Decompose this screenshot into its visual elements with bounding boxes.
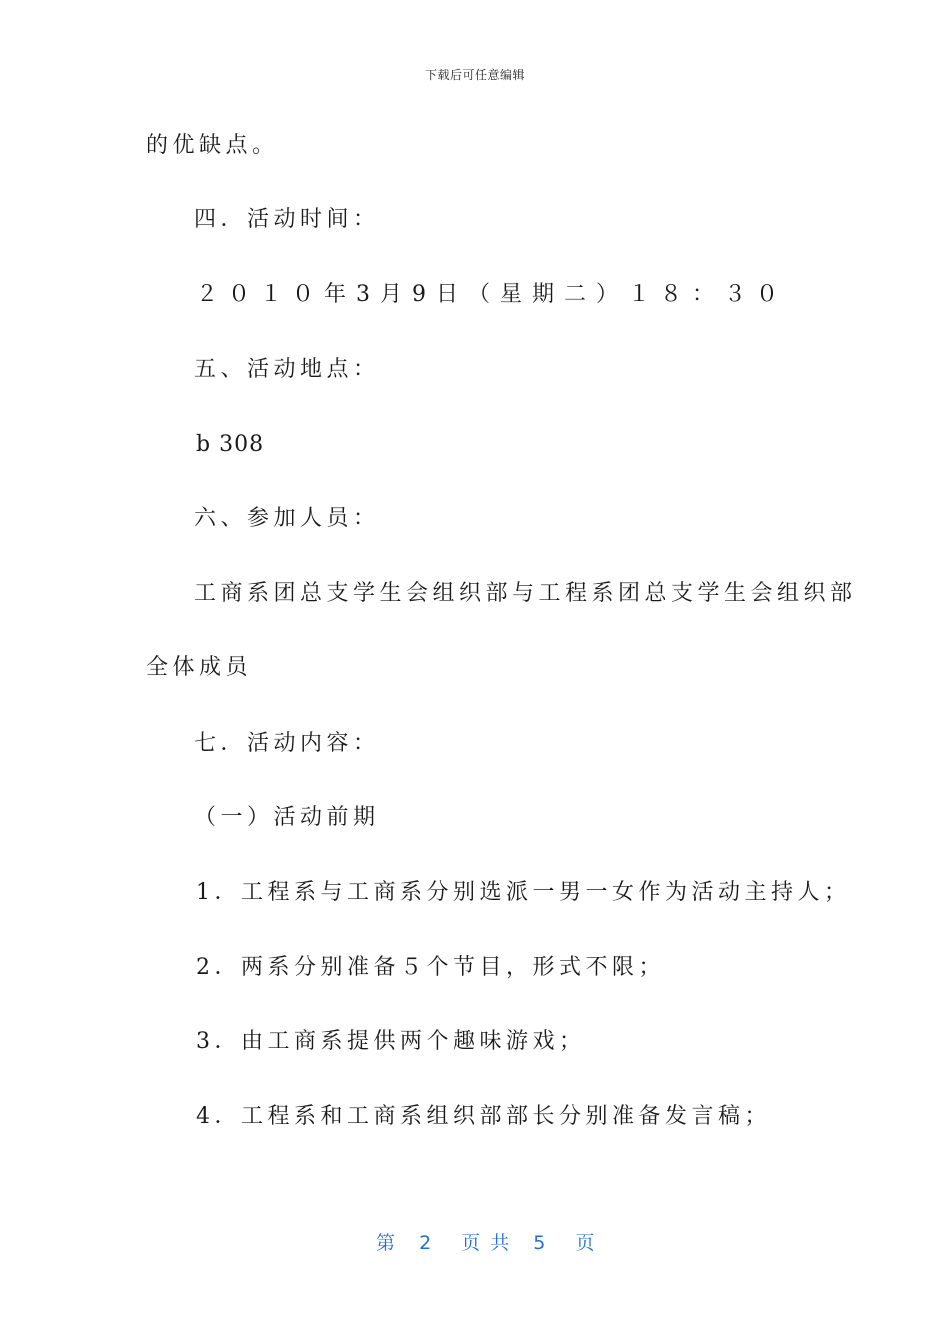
- body-line-1: 的优缺点。: [146, 133, 279, 158]
- footer-current-page: 2: [419, 1232, 434, 1254]
- page-number-footer: [376, 1228, 596, 1255]
- list-item-2: 2．两系分别准备５个节目，形式不限；: [196, 955, 665, 980]
- section-heading-location: 五、活动地点：: [194, 357, 380, 382]
- list-item-4: 4．工程系和工商系组织部部长分别准备发言稿；: [196, 1104, 771, 1129]
- subsection-heading-early: （一）活动前期: [194, 805, 380, 830]
- footer-prefix: 第: [376, 1232, 398, 1254]
- participants-line-1: 工商系团总支学生会组织部与工程系团总支学生会组织部: [194, 581, 857, 606]
- footer-total-pages: 5: [533, 1232, 548, 1254]
- activity-time-value: ２０１０年3月9日（星期二）１８：３０: [196, 282, 788, 307]
- section-heading-time: 四．活动时间：: [194, 207, 380, 232]
- list-item-1: 1．工程系与工商系分别选派一男一女作为活动主持人；: [196, 880, 851, 905]
- section-heading-content: 七．活动内容：: [194, 731, 380, 756]
- activity-location-value: b 308: [196, 432, 265, 457]
- footer-suffix: 页: [575, 1232, 597, 1254]
- page-header: 下载后可任意编辑: [424, 68, 525, 82]
- footer-middle: 页 共: [461, 1232, 512, 1254]
- list-item-3: 3．由工商系提供两个趣味游戏；: [196, 1029, 586, 1054]
- section-heading-participants: 六、参加人员：: [194, 506, 380, 531]
- participants-line-2: 全体成员: [146, 655, 253, 680]
